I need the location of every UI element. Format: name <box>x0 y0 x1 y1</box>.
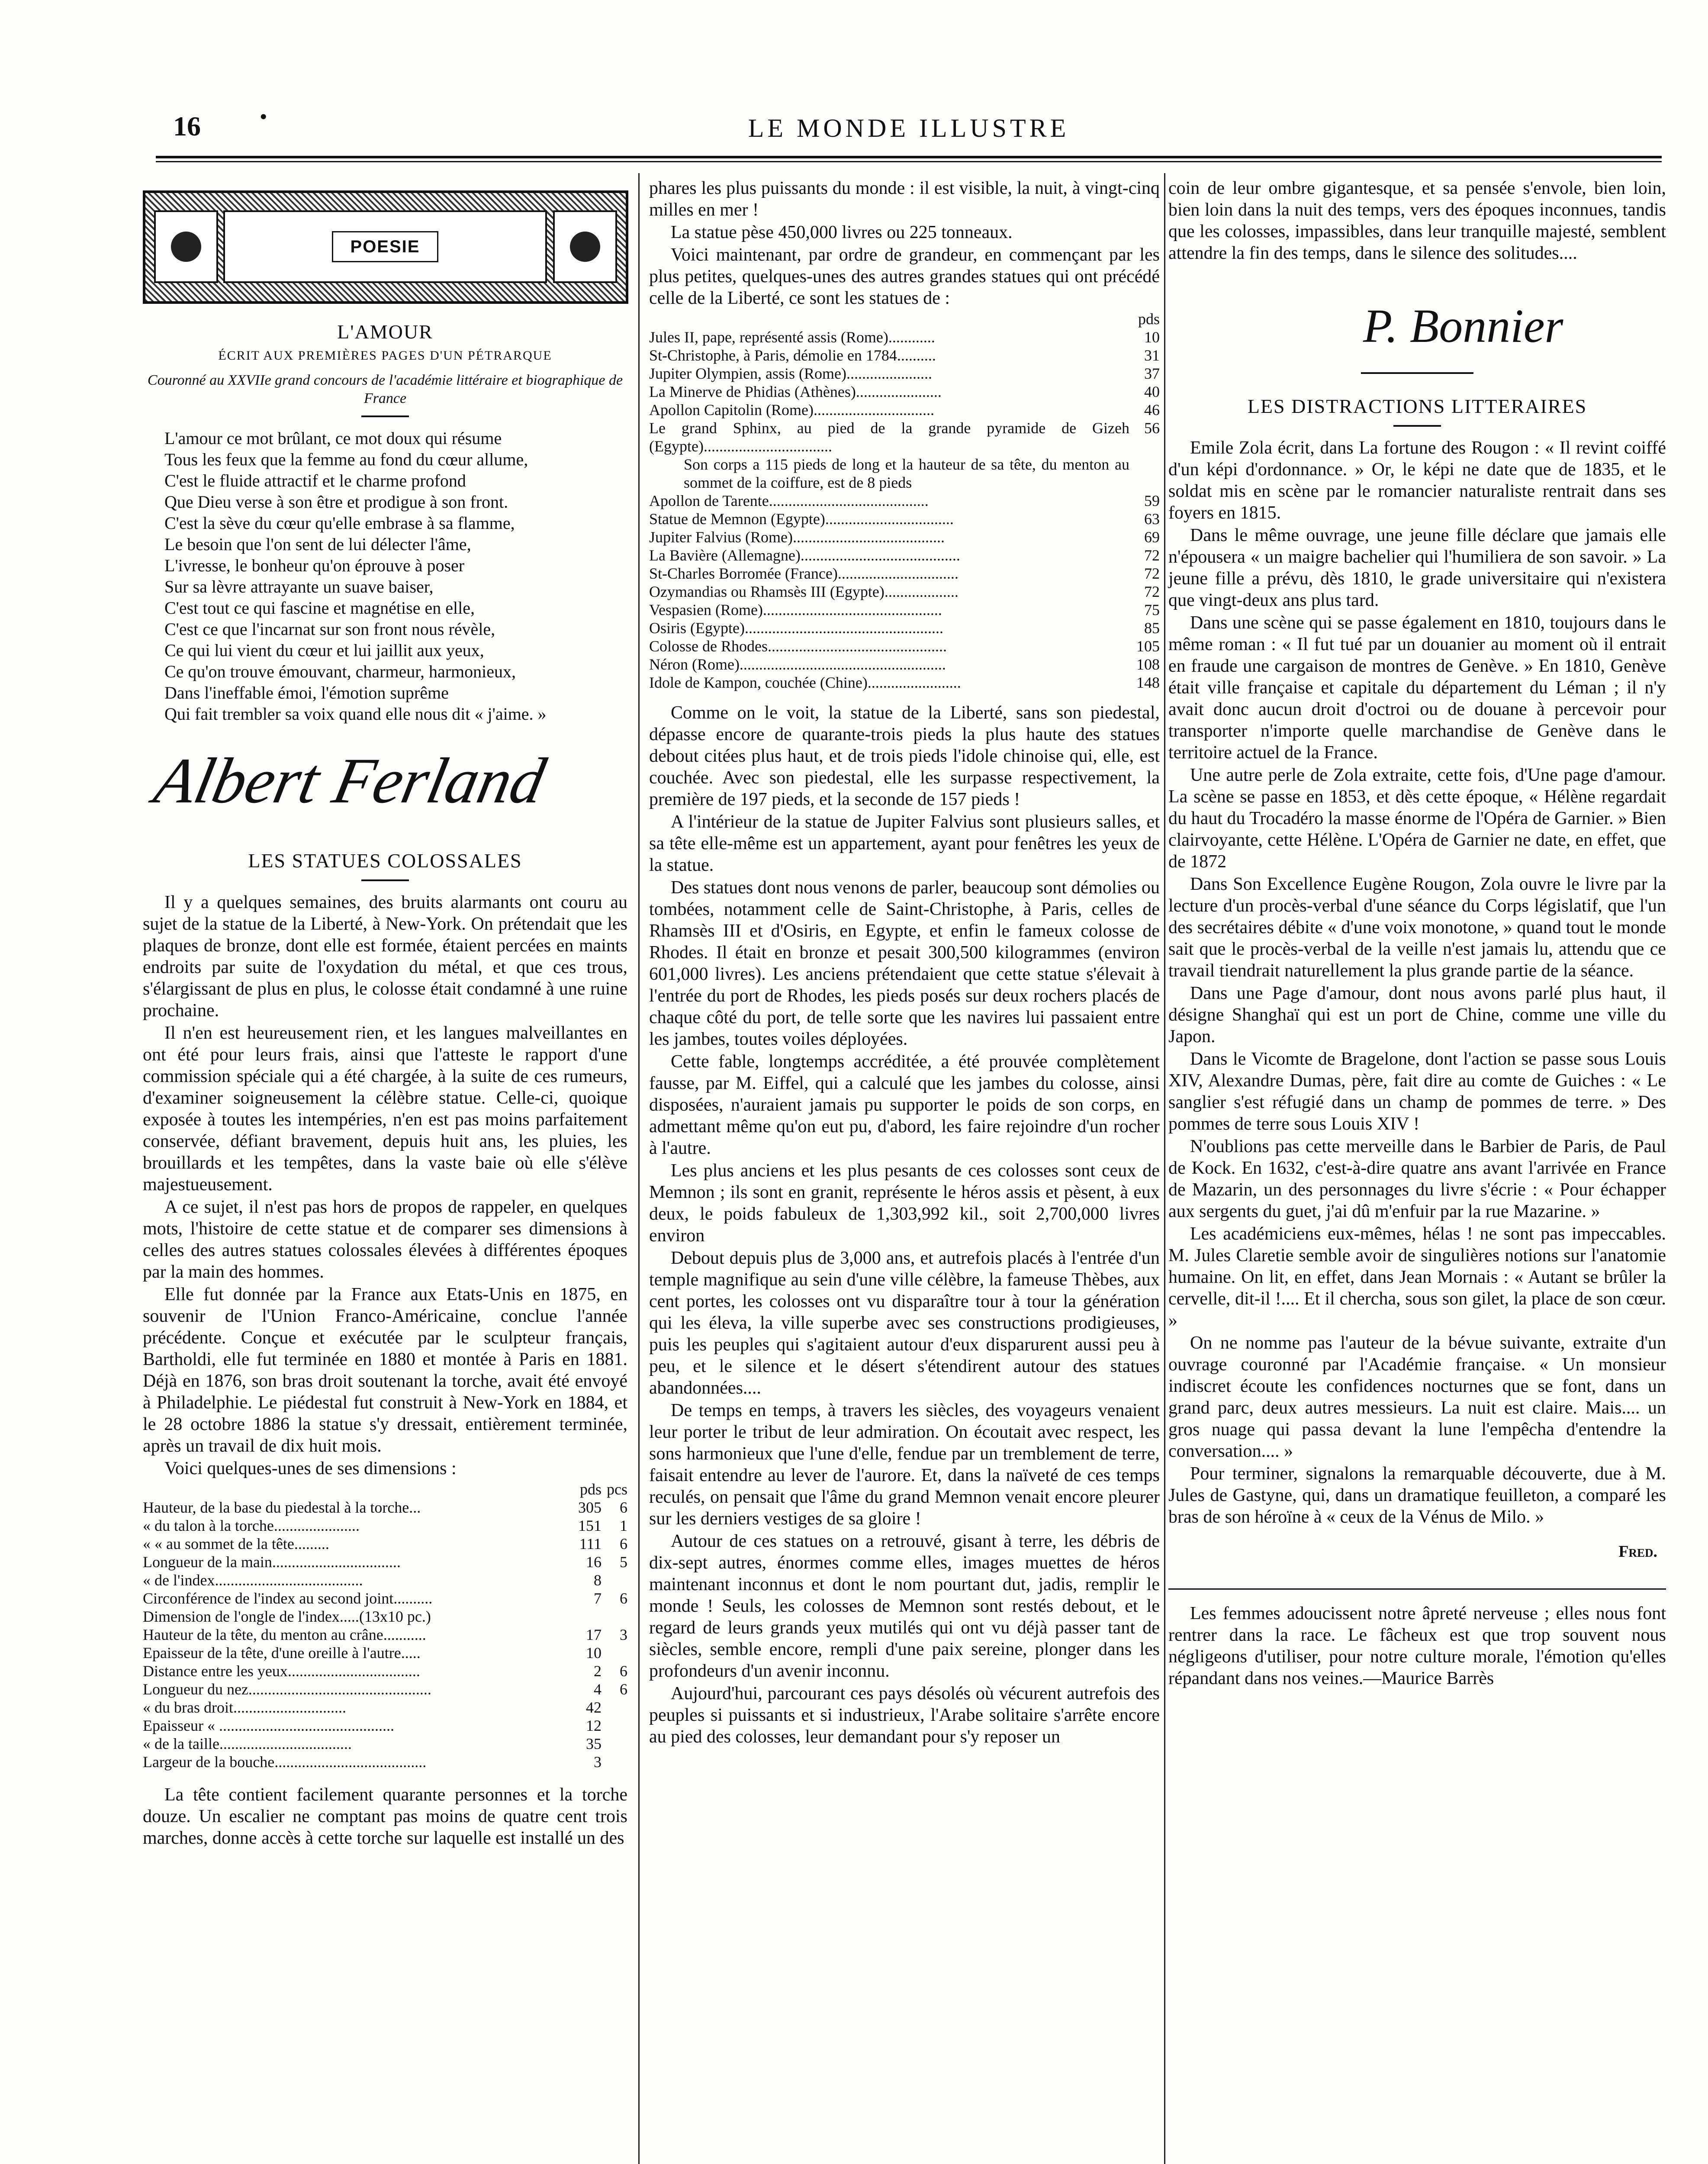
table-row <box>649 364 1160 383</box>
table-cell: 4 <box>594 1681 601 1698</box>
table-cell <box>601 1571 627 1589</box>
table-cell: Longueur du nez............................................... <box>143 1681 431 1698</box>
paragraph: La statue pèse 450,000 livres ou 225 tonneaux. <box>671 222 1013 242</box>
column-3 <box>1168 177 1666 1690</box>
table-row <box>649 528 1160 546</box>
table-header: pds <box>1138 310 1160 328</box>
table-row <box>143 1535 627 1553</box>
table-row <box>143 1680 627 1698</box>
paragraph: La tête contient facilement quarante personnes et la torche douze. Un escalier ne comptant pas moins de quatre cent trois marches, donne accès à cette torche sur laquelle est installé un des <box>143 1785 627 1848</box>
table-cell: 6 <box>620 1662 627 1680</box>
paragraph: coin de leur ombre gigantesque, et sa pensée s'envole, bien loin, bien loin dans la nuit des temps, vers des époques inconnues, tandis que les colosses, impassibles, dans leur tranquille majesté, semblent attendre la fin des temps, dans le silence des solitudes.... <box>1168 178 1666 263</box>
table-cell: 12 <box>586 1717 601 1734</box>
table-cell: Ozymandias ou Rhamsès III (Egypte)................... <box>649 583 959 600</box>
header-rule <box>156 156 1662 158</box>
table-cell: 105 <box>1136 638 1160 655</box>
barres-quote: Les femmes adoucissent notre âpreté nerveuse ; elles nous font rentrer dans la race. Le fâcheux est que trop souvent nous négligeons d'utiliser, pour notre culture morale, l'émotion qu'elles répandant dans nos veines.—Maurice Barrès <box>1168 1604 1666 1688</box>
dimensions-table <box>143 1480 627 1771</box>
paragraph: Une autre perle de Zola extraite, cette fois, d'Une page d'amour. La scène se passe en 1853, et dès cette époque, « Hélène regardait du haut du Trocadéro la masse énorme de l'Opéra de Garnier. » Bien clairvoyante, cette Hélène. L'Opéra de Garnier ne date, en effet, que de 1872 <box>1168 765 1666 872</box>
table-cell: Dimension de l'ongle de l'index.....(13x10 pc.) <box>143 1608 431 1625</box>
poem-line: Sur sa lèvre attrayante un suave baiser, <box>164 577 434 596</box>
table-cell: Hauteur, de la base du piedestal à la torche... <box>143 1499 421 1516</box>
table-cell: 305 <box>578 1499 601 1516</box>
column-1 <box>143 177 627 1850</box>
poem-line: Ce qui lui vient du cœur et lui jaillit aux yeux, <box>164 641 484 660</box>
table-cell: 72 <box>1144 547 1160 564</box>
table-row <box>649 419 1160 455</box>
paragraph: Elle fut donnée par la France aux Etats-Unis en 1875, en souvenir de l'Union Franco-Américaine, conclue l'année précédente. Conçue et exécutée par le sculpteur français, Bartholdi, elle fut terminée en 1880 et montée à Paris en 1881. Déjà en 1876, son bras droit soutenant la torche, avait été envoyé à Philadelphie. Le piédestal fut construit à New-York en 1884, et le 28 octobre 1886 la statue s'y dressait, entièrement terminée, après un travail de dix huit mois. <box>143 1285 627 1456</box>
table-cell: 6 <box>620 1535 627 1552</box>
table-row <box>143 1517 627 1535</box>
table-cell: Distance entre les yeux.................................. <box>143 1662 420 1680</box>
paragraph: Cette fable, longtemps accréditée, a été prouvée complètement fausse, par M. Eiffel, qui a calculé que les jambes du colosse, ainsi disposées, n'auraient jamais pu supporter le poids de son corps, en admettant même qu'on eut pu, d'abord, les faire rejoindre d'un rocher à l'autre. <box>649 1052 1160 1158</box>
poem-line: C'est le fluide attractif et le charme profond <box>164 471 466 490</box>
table-cell: Hauteur de la tête, du menton au crâne........... <box>143 1626 426 1643</box>
table-row <box>649 492 1160 510</box>
signature-ferland <box>143 742 627 824</box>
table-cell <box>576 1607 601 1626</box>
table-row <box>649 655 1160 673</box>
table-cell <box>601 1698 627 1716</box>
table-row <box>143 1571 627 1589</box>
table-row <box>649 546 1160 564</box>
table-cell: 148 <box>1136 674 1160 691</box>
table-cell: 6 <box>620 1499 627 1516</box>
poem-line: Dans l'ineffable émoi, l'émotion suprême <box>164 683 449 702</box>
poem-line: Que Dieu verse à son être et prodigue à son front. <box>164 492 508 512</box>
table-row <box>649 401 1160 419</box>
running-header: LE MONDE ILLUSTRE <box>748 114 1070 142</box>
table-row <box>649 601 1160 619</box>
table-cell: Idole de Kampon, couchée (Chine)........................ <box>649 674 961 691</box>
poem-line: C'est ce que l'incarnat sur son front nous révèle, <box>164 619 495 639</box>
table-row <box>649 637 1160 655</box>
paragraph: Dans Son Excellence Eugène Rougon, Zola ouvre le livre par la lecture d'un procès-verbal d'une séance du Corps législatif, que l'un des secrétaires débite « d'une voix monotone, » quand tout le monde sait que le procès-verbal de la veille n'est jamais lu, attendu que ce travail tiendrait naturellement la plus grande partie de la séance. <box>1168 874 1666 981</box>
table-cell: 6 <box>620 1681 627 1698</box>
statues-table <box>649 310 1160 692</box>
table-row <box>649 346 1160 364</box>
table-cell: La Minerve de Phidias (Athènes)...................... <box>649 383 942 400</box>
section-title-distractions: LES DISTRACTIONS LITTERAIRES <box>1247 395 1587 417</box>
table-cell <box>601 1716 627 1735</box>
table-cell: « « au sommet de la tête......... <box>143 1535 329 1552</box>
paragraph: Il n'en est heureusement rien, et les langues malveillantes en ont été pour leurs frais, ainsi que l'atteste le rapport d'une commission spéciale qui a été chargée, à la suite de ces rumeurs, d'examiner soigneusement la célèbre statue. Celle-ci, quoique exposée à toutes les intempéries, n'en est pas moins parfaitement conservée, défiant bravement, depuis huit ans, les pluies, les brouillards et les tempêtes, dans la vaste baie où elle s'élève majestueusement. <box>143 1023 627 1195</box>
signature-text: P. Bonnier <box>1363 299 1563 352</box>
table-row <box>143 1626 627 1644</box>
column-rule <box>1164 173 1165 2164</box>
table-cell: « du talon à la torche...................... <box>143 1517 360 1534</box>
table-cell <box>601 1607 627 1626</box>
table-cell: 5 <box>620 1553 627 1571</box>
table-cell: 151 <box>578 1517 601 1534</box>
paragraph: Aujourd'hui, parcourant ces pays désolés où vécurent autrefois des peuples si puissants et si industrieux, l'Arabe solitaire s'arrête encore au pied des colosses, leur demandant pour s'y reposer un <box>649 1684 1160 1747</box>
newspaper-page: 16 • LE MONDE ILLUSTRE POESIE L'AMOUR ÉCRIT AUX PREMIÈRES PAGES D'UN PÉTRARQUE Couronné au XXVIIe grand concours de l'académie littéraire et biographique de France L'amour ce mot brûlant, ce mot doux qui résume Tous les feux que la femme au fond du cœur allume, C'est le fluide attractif et le charme profond Que Dieu verse à son être et prodigue à son front. C'est la sève du cœur qu'elle embrase à sa flamme, Le besoin que l'on sent de lui délecter l'âme, L'ivresse, le bonheur qu'on éprouve à poser Sur sa lèvre attrayante un suave baiser, C'est tout ce qui fascine et magnétise en elle, C'est ce que l'incarnat sur son front nous révèle, Ce qui lui vient du cœur et lui jaillit aux yeux, Ce qu'on trouve émouvant, charmeur, harmonieux, Dans l'ineffable émoi, l'émotion suprême Qui fait trembler sa voix quand elle nous dit « j'aime. » Albert Ferland LES STATUES COLOSSALES Il y a quelques semaines, des bruits alarmants ont couru au sujet de la statue de la Liberté, à New-York. On prétendait que les plaques de bronze, dont elle est formée, étaient percées en maints endroits par suite de l'oxydation du métal, et que ces trous, s'élargissant de plus en plus, le colosse était condamné à une ruine prochaine. Il n'en est heureusement rien, et les langues malveillantes en ont été pour leurs frais, ainsi que l'atteste le rapport d'une commission spéciale qui a été chargée, à la suite de ces rumeurs, d'examiner soigneusement la célèbre statue. Celle-ci, quoique exposée à toutes les intempéries, n'en est pas moins parfaitement conservée, défiant bravement, depuis huit ans, les pluies, les brouillards et les tempêtes, dans la vaste baie où elle s'élève majestueusement. A ce sujet, il n'est pas hors de propos de rappeler, en quelques mots, l'histoire de cette statue et de comparer ses dimensions à celles des autres statues colossales élevées à différentes époques par la main des hommes. Elle fut donnée par la France aux Etats-Unis en 1875, en souvenir de l'Union Franco-Américaine, conclue l'année précédente. Conçue et exécutée par le sculpteur français, Bartholdi, elle fut terminée en 1880 et montée à Paris en 1881. Déjà en 1876, son bras droit soutenant la torche, avait été envoyé à Philadelphie. Le piédestal fut construit à New-York en 1884, et le 28 octobre 1886 la statue s'y dressait, entièrement terminée, après un travail de dix huit mois. Voici quelques-unes de ses dimensions : pds pcs Hauteur, de la base du piedestal à la torche... 305 6 « du talon à la torche...................... 151 1 « « au sommet de la tête......... 111 6 Longueur de la main................................. 16 5 « de l'index...................................... 8 Circonférence de l'index au second joint.......... 7 6 Dimension de l'ongle de l'index.....(13x10 pc.) Hauteur de la tête, du menton au crâne........... 17 3 Epaisseur de la tête, d'une oreille à l'autre..... 10 Distance entre les yeux.................................. 2 6 Longueur du nez............................................... 4 6 « du bras droit............................. 42 Epaisseur « ............................................. 12 « de la taille.................................. 35 Largeur de la bouche....................................... 3 La tête contient facilement quarante personnes et la torche douze. Un escalier ne comptant pas moins de quatre cent trois marches, donne accès à cette torche sur laquelle est installé un des phares les plus puissants du monde : il est visible, la nuit, à vingt-cinq milles en mer ! La statue pèse 450,000 livres ou 225 tonneaux. Voici maintenant, par ordre de grandeur, en commençant par les plus petites, quelques-unes des autres grandes statues qui ont précédé celle de la Liberté, ce sont les statues de : pds Jules II, pape, représenté assis (Rome)............ 10 St-Christophe, à Paris, démolie en 1784.......... 31 Jupiter Olympien, assis (Rome)...................... 37 La Minerve de Phidias (Athènes)...................... 40 Apollon Capitolin (Rome)............................... 46 Le grand Sphinx, au pied de la grande pyramide de Gizeh (Egypte)................................. 56 Son corps a 115 pieds de long et la hauteur de sa tête, du menton au sommet de la coiffure, est de 8 pieds Apollon de Tarente......................................... 59 Statue de Memnon (Egypte)................................. 63 Jupiter Falvius (Rome)....................................... 69 La Bavière (Allemagne)......................................... 72 St-Charles Borromée (France)............................... 72 Ozymandias ou Rhamsès III (Egypte)................... 72 Vespasien (Rome).............................................. 75 Osiris (Egypte)................................................... 85 Colosse de Rhodes.............................................. 105 Néron (Rome)..................................................... 108 Idole de Kampon, couchée (Chine)........................ 148 Comme on le voit, la statue de la Liberté, sans son piedestal, dépasse encore de quarante-trois pieds la plus haute des statues debout citées plus haut, et de trois pieds l'idole chinoise qui, elle, est couchée. Avec son piedestal, elle les surpasse respectivement, la première de 197 pieds, et la seconde de 157 pieds ! A l'intérieur de la statue de Jupiter Falvius sont plusieurs salles, et sa tête elle-même est un appartement, ayant pour fenêtres les yeux de la statue. Des statues dont nous venons de parler, beaucoup sont démolies ou tombées, notamment celle de Saint-Christophe, à Paris, celles de Rhamsès III et d'Osiris, en Egypte, et enfin le fameux colosse de Rhodes. Il était en bronze et pesait 300,500 kilogrammes (environ 601,000 livres). Les anciens prétendaient que cette statue s'élevait à l'entrée du port de Rhodes, les pieds posés sur deux rochers placés de chaque côté du port, de telle sorte que les navires lui passaient entre les jambes, toutes voiles déployées. Cette fable, longtemps accréditée, a été prouvée complètement fausse, par M. Eiffel, qui a calculé que les jambes du colosse, ainsi disposées, n'auraient jamais pu supporter le poids de son corps, en admettant même qu'on eut pu, d'abord, les faire rejoindre d'un rocher à l'autre. Les plus anciens et les plus pesants de ces colosses sont ceux de Memnon ; ils sont en granit, représente le héros assis et pèsent, à eux deux, le poids fabuleux de 1,303,992 kil., soit 2,700,000 livres environ Debout depuis plus de 3,000 ans, et autrefois placés à l'entrée d'un temple magnifique au sein d'une ville célèbre, la fameuse Thèbes, aux cent portes, les colosses ont vu disparaître tour à tour la génération qui les éleva, la ville superbe avec ses constructions prodigieuses, puis les peuples qui s'agitaient autour d'eux disparurent aussi peu à peu, et le silence et le désert s'étendirent autour des statues abandonnées.... De temps en temps, à travers les siècles, des voyageurs venaient leur porter le tribut de leur admiration. On écoutait avec respect, les sons harmonieux que l'une d'elle, fendue par un tremblement de terre, faisait entendre au lever de l'aurore. Et, dans la naïveté de ces temps reculés, on pensait que l'âme du grand Memnon venait encore pleurer sur les derniers vestiges de sa gloire ! Autour de ces statues on a retrouvé, gisant à terre, les débris de dix-sept autres, énormes comme elles, images muettes de héros maintenant inconnus et dont le nom pourtant dut, jadis, remplir le monde ! Seuls, les colosses de Memnon sont restés debout, et le regard de leurs grands yeux mutilés qui ont vu déjà passer tant de siècles, semble encore, rempli d'une paix sereine, plonger dans les profondeurs d'un avenir inconnu. Aujourd'hui, parcourant ces pays désolés où vécurent autrefois des peuples si puissants et si industrieux, l'Arabe solitaire s'arrête encore au pied des colosses, leur demandant pour s'y reposer un coin de leur ombre gigantesque, et sa pensée s'envole, bien loin, bien loin dans la nuit des temps, vers des époques inconnues, tandis que les colosses, impassibles, dans leur tranquille majesté, semblent attendre la fin des temps, dans le silence des solitudes.... P. Bonnier LES DISTRACTIONS LITTERAIRES Emile Zola écrit, dans La fortune des Rougon : « Il revint coiffé d'un képi d'ordonnance. » Or, le képi ne date que de 1835, et le soldat mis en scène par le romancier naturaliste rentrait dans ses foyers en 1815. Dans le même ouvrage, une jeune fille déclare que jamais elle n'épousera « un maigre bachelier qui l'humiliera de son savoir. » La jeune fille a prévu, dès 1810, le grade universitaire qui n'existera que vingt-deux ans plus tard. Dans une scène qui se passe également en 1810, toujours dans le même roman : « Il fut tué par un douanier au moment où il entrait en fraude une cargaison de montres de Genève. » En 1810, Genève était ville française et capitale du département du Léman ; il n'y avait donc aucun droit d'octroi ou de douane à percevoir pour transporter n'importe quelle marchandise de Genève dans le territoire actuel de la France. Une autre perle de Zola extraite, cette fois, d'Une page d'amour. La scène se passe en 1853, et dès cette époque, « Hélène regardait du haut du Trocadéro la masse énorme de l'Opéra de Garnier. » Bien clairvoyante, cette Hélène. L'Opéra de Garnier ne date, en effet, que de 1872 Dans Son Excellence Eugène Rougon, Zola ouvre le livre par la lecture d'un procès-verbal d'une séance du Corps législatif, que l'un des secrétaires débite « d'une voix monotone, » quand tout le monde sait que le procès-verbal de la veille n'est jamais lu, attendu que ce travail tiendrait naturellement la plus grande partie de la séance. Dans une Page d'amour, dont nous avons parlé plus haut, il désigne Shanghaï qui est un port de Chine, comme une ville du Japon. Dans le Vicomte de Bragelone, dont l'action se passe sous Louis XIV, Alexandre Dumas, père, fait dire au comte de Guiches : « Le sanglier s'est réfugié dans un champ de pommes de terre. » Des pommes de terre sous Louis XIV ! N'oublions pas cette merveille dans le Barbier de Paris, de Paul de Kock. En 1632, c'est-à-dire quatre ans avant l'arrivée en France de Mazarin, un des personnages du livre s'écrie : « Pour échapper aux sergents du guet, j'ai dû m'enfuir par la rue Mazarine. » Les académiciens eux-mêmes, hélas ! ne sont pas impeccables. M. Jules Claretie semble avoir de singulières notions sur l'anatomie humaine. On lit, en effet, dans Jean Mornais : « Autant se brûler la cervelle, dit-il !.... Et il chercha, sous son gilet, la place de son cœur. » On ne nomme pas l'auteur de la bévue suivante, extraite d'un ouvrage couronné par l'Académie française. « Un monsieur indiscret écoute les confidences nocturnes que se font, dans un grand parc, deux autres messieurs. La nuit est claire. Mais.... un gros nuage qui passa devant la lune l'empêcha d'entendre la conversation.... » Pour terminer, signalons la remarquable découverte, due à M. Jules de Gastyne, qui, dans un dramatique feuilleton, a comparé les bras de son héroïne à « ceux de la Vénus de Milo. » Fred. Les femmes adoucissent notre âpreté nerveuse ; elles nous font rentrer dans la race. Le fâcheux est que trop souvent nous négligeons d'utiliser, pour notre culture morale, l'émotion qu'elles répandant dans nos veines.—Maurice Barrès <box>0 0 1708 2164</box>
poem-line: L'ivresse, le bonheur qu'on éprouve à poser <box>164 556 465 575</box>
poem-line: Tous les feux que la femme au fond du cœur allume, <box>164 450 528 469</box>
table-cell: 72 <box>1144 583 1160 600</box>
paragraph: phares les plus puissants du monde : il est visible, la nuit, à vingt-cinq milles en mer ! <box>649 178 1160 220</box>
table-cell: 75 <box>1144 601 1160 618</box>
table-cell: Le grand Sphinx, au pied de la grande pyramide de Gizeh (Egypte)................................. <box>649 419 1129 455</box>
table-cell: Apollon Capitolin (Rome)............................... <box>649 401 934 419</box>
table-cell: 3 <box>620 1626 627 1643</box>
column-rule <box>638 173 640 2164</box>
table-cell: 17 <box>586 1626 601 1643</box>
table-cell: St-Christophe, à Paris, démolie en 1784.......... <box>649 347 936 364</box>
paragraph: Autour de ces statues on a retrouvé, gisant à terre, les débris de dix-sept autres, énormes comme elles, images muettes de héros maintenant inconnus et dont le nom pourtant dut, jadis, remplir le monde ! Seuls, les colosses de Memnon sont restés debout, et le regard de leurs grands yeux mutilés qui ont vu déjà passer tant de siècles, semble encore, rempli d'une paix sereine, plonger dans les profondeurs d'un avenir inconnu. <box>649 1531 1160 1681</box>
table-row <box>143 1644 627 1662</box>
poem-line: Le besoin que l'on sent de lui délecter l'âme, <box>164 535 471 554</box>
table-cell: 69 <box>1144 528 1160 546</box>
page-number: 16 <box>173 111 201 142</box>
table-cell: Jules II, pape, représenté assis (Rome)............ <box>649 328 935 346</box>
table-cell: 16 <box>586 1553 601 1571</box>
paragraph: Dans une Page d'amour, dont nous avons parlé plus haut, il désigne Shanghaï qui est un port de Chine, comme une ville du Japon. <box>1168 983 1666 1047</box>
table-row <box>649 510 1160 528</box>
table-row <box>649 383 1160 401</box>
table-cell: 111 <box>579 1535 601 1552</box>
table-cell: 1 <box>620 1517 627 1534</box>
table-cell: Epaisseur « ............................................. <box>143 1717 394 1734</box>
table-cell: « de l'index...................................... <box>143 1571 363 1589</box>
table-cell: Jupiter Olympien, assis (Rome)...................... <box>649 365 932 382</box>
paragraph: Des statues dont nous venons de parler, beaucoup sont démolies ou tombées, notamment celle de Saint-Christophe, à Paris, celles de Rhamsès III et d'Osiris, en Egypte, et enfin le fameux colosse de Rhodes. Il était en bronze et pesait 300,500 kilogrammes (environ 601,000 livres). Les anciens prétendaient que cette statue s'élevait à l'entrée du port de Rhodes, les pieds posés sur deux rochers placés de chaque côté du port, de telle sorte que les navires lui passaient entre les jambes, toutes voiles déployées. <box>649 878 1160 1049</box>
table-cell: Colosse de Rhodes.............................................. <box>649 638 947 655</box>
table-cell: 35 <box>586 1735 601 1752</box>
table-cell: 59 <box>1144 492 1160 509</box>
paragraph: Les académiciens eux-mêmes, hélas ! ne sont pas impeccables. M. Jules Claretie semble avoir de singulières notions sur l'anatomie humaine. On lit, en effet, dans Jean Mornais : « Autant se brûler la cervelle, dit-il !.... Et il chercha, sous son gilet, la place de son cœur. » <box>1168 1224 1666 1330</box>
table-cell: « de la taille.................................. <box>143 1735 352 1752</box>
ornament-icon <box>154 210 218 283</box>
table-cell: Longueur de la main................................. <box>143 1553 401 1571</box>
table-cell: « du bras droit............................. <box>143 1699 346 1716</box>
table-cell: 108 <box>1136 656 1160 673</box>
table-cell: 72 <box>1144 565 1160 582</box>
paragraph: Pour terminer, signalons la remarquable découverte, due à M. Jules de Gastyne, qui, dans un dramatique feuilleton, a comparé les bras de son héroïne à « ceux de la Vénus de Milo. » <box>1168 1464 1666 1527</box>
table-cell: 10 <box>586 1644 601 1662</box>
table-header: pcs <box>607 1481 627 1498</box>
poem-subtitle: ÉCRIT AUX PREMIÈRES PAGES D'UN PÉTRARQUE <box>218 348 552 363</box>
table-row <box>143 1607 627 1626</box>
paragraph: Comme on le voit, la statue de la Liberté, sans son piedestal, dépasse encore de quarante-trois pieds la plus haute des statues debout citées plus haut, et de trois pieds l'idole chinoise qui, elle, est couchée. Avec son piedestal, elle les surpasse respectivement, la première de 197 pieds, et la seconde de 157 pieds ! <box>649 703 1160 809</box>
paragraph: De temps en temps, à travers les siècles, des voyageurs venaient leur porter le tribut de leur admiration. On écoutait avec respect, les sons harmonieux que l'une d'elle, fendue par un tremblement de terre, faisait entendre au lever de l'aurore. Et, dans la naïveté de ces temps reculés, on pensait que l'âme du grand Memnon venait encore pleurer sur les derniers vestiges de sa gloire ! <box>649 1401 1160 1529</box>
poem-award: Couronné au XXVIIe grand concours de l'académie littéraire et biographique de France <box>147 372 623 406</box>
poem-line: C'est tout ce qui fascine et magnétise en elle, <box>164 598 475 618</box>
table-cell: 56 <box>1144 419 1160 437</box>
paragraph: Dans le même ouvrage, une jeune fille déclare que jamais elle n'épousera « un maigre bachelier qui l'humiliera de son savoir. » La jeune fille a prévu, dès 1810, le grade universitaire qui n'existera que vingt-deux ans plus tard. <box>1168 525 1666 610</box>
table-cell: Vespasien (Rome).............................................. <box>649 601 942 618</box>
paragraph: Voici quelques-unes de ses dimensions : <box>164 1459 457 1478</box>
table-row <box>649 673 1160 692</box>
table-cell <box>601 1735 627 1753</box>
table-header: pds <box>579 1481 601 1498</box>
table-cell: 6 <box>620 1590 627 1607</box>
paragraph: Voici maintenant, par ordre de grandeur, en commençant par les plus petites, quelques-unes des autres grandes statues qui ont précédé celle de la Liberté, ce sont les statues de : <box>649 245 1160 308</box>
paragraph: Il y a quelques semaines, des bruits alarmants ont couru au sujet de la statue de la Liberté, à New-York. On prétendait que les plaques de bronze, dont elle est formée, étaient percées en maints endroits par suite de l'oxydation du métal, et que ces trous, s'élargissant de plus en plus, le colosse était condamné à une ruine prochaine. <box>143 892 627 1021</box>
table-cell <box>601 1753 627 1771</box>
paragraph: Emile Zola écrit, dans La fortune des Rougon : « Il revint coiffé d'un képi d'ordonnance. » Or, le képi ne date que de 1835, et le soldat mis en scène par le romancier naturaliste rentrait dans ses foyers en 1815. <box>1168 438 1666 523</box>
table-cell: St-Charles Borromée (France)............................... <box>649 565 959 582</box>
paragraph: Dans une scène qui se passe également en 1810, toujours dans le même roman : « Il fut tué par un douanier au moment où il entrait en fraude une cargaison de montres de Genève. » En 1810, Genève était ville française et capitale du département du Léman ; il n'y avait donc aucun droit d'octroi ou de douane à percevoir pour transporter n'importe quelle marchandise de Genève dans le territoire actuel de la France. <box>1168 613 1666 763</box>
poem-line: Qui fait trembler sa voix quand elle nous dit « j'aime. » <box>164 704 547 724</box>
table-cell: Statue de Memnon (Egypte)................................. <box>649 510 954 528</box>
ornament-icon <box>553 210 617 283</box>
table-cell: 2 <box>594 1662 601 1680</box>
table-cell: 8 <box>594 1571 601 1589</box>
table-row <box>143 1698 627 1716</box>
poesie-banner <box>143 190 628 304</box>
poem-title: L'AMOUR <box>337 321 433 343</box>
table-cell: Apollon de Tarente......................................... <box>649 492 929 509</box>
paragraph: Debout depuis plus de 3,000 ans, et autrefois placés à l'entrée d'un temple magnifique au sein d'une ville célèbre, la fameuse Thèbes, aux cent portes, les colosses ont vu disparaître tour à tour la génération qui les éleva, la ville superbe avec ses constructions prodigieuses, puis les peuples qui s'agitaient autour d'eux disparurent aussi peu à peu, et le silence et le désert s'étendirent autour des statues abandonnées.... <box>649 1248 1160 1398</box>
table-cell: La Bavière (Allemagne)......................................... <box>649 547 960 564</box>
table-cell: 63 <box>1144 510 1160 528</box>
table-row <box>143 1753 627 1771</box>
signature-text: Albert Ferland <box>148 744 552 817</box>
table-row <box>649 455 1160 492</box>
paragraph: N'oublions pas cette merveille dans le Barbier de Paris, de Paul de Kock. En 1632, c'est-à-dire quatre ans avant l'arrivée en France de Mazarin, un des personnages du livre s'écrie : « Pour échapper aux sergents du guet, j'ai dû m'enfuir par la rue Mazarine. » <box>1168 1137 1666 1221</box>
table-cell: 31 <box>1144 347 1160 364</box>
table-cell: 10 <box>1144 328 1160 346</box>
table-row <box>649 328 1160 346</box>
paragraph: Les plus anciens et les plus pesants de ces colosses sont ceux de Memnon ; ils sont en granit, représente le héros assis et pèsent, à eux deux, le poids fabuleux de 1,303,992 kil., soit 2,700,000 livres environ <box>649 1161 1160 1246</box>
author-fred: Fred. <box>1618 1542 1657 1561</box>
table-row <box>649 583 1160 601</box>
table-cell: Largeur de la bouche....................................... <box>143 1753 427 1771</box>
table-cell <box>601 1644 627 1662</box>
table-cell: 3 <box>594 1753 601 1771</box>
table-cell: Circonférence de l'index au second joint.......... <box>143 1590 433 1607</box>
table-row <box>143 1662 627 1680</box>
table-row <box>649 564 1160 583</box>
paragraph: A ce sujet, il n'est pas hors de propos de rappeler, en quelques mots, l'histoire de cette statue et de comparer ses dimensions à celles des autres statues colossales élevées à différentes époques par la main des hommes. <box>143 1197 627 1282</box>
paragraph: On ne nomme pas l'auteur de la bévue suivante, extraite d'un ouvrage couronné par l'Académie française. « Un monsieur indiscret écoute les confidences nocturnes que se font, dans un grand parc, deux autres messieurs. La nuit est claire. Mais.... un gros nuage qui passa devant la lune l'empêcha d'entendre la conversation.... » <box>1168 1333 1666 1461</box>
table-cell: 46 <box>1144 401 1160 419</box>
poem-body <box>164 428 627 725</box>
poem-line: C'est la sève du cœur qu'elle embrase à sa flamme, <box>164 513 515 533</box>
table-cell: Néron (Rome)..................................................... <box>649 656 946 673</box>
paragraph: Dans le Vicomte de Bragelone, dont l'action se passe sous Louis XIV, Alexandre Dumas, père, fait dire au comte de Guiches : « Le sanglier s'est réfugié dans un champ de pommes de terre. » Des pommes de terre sous Louis XIV ! <box>1168 1049 1666 1134</box>
signature-bonnier <box>1168 290 1666 364</box>
table-cell: Son corps a 115 pieds de long et la hauteur de sa tête, du menton au sommet de la coiffure, est de 8 pieds <box>684 456 1129 491</box>
poem-line: L'amour ce mot brûlant, ce mot doux qui résume <box>164 428 502 448</box>
poem-line: Ce qu'on trouve émouvant, charmeur, harmonieux, <box>164 662 516 681</box>
table-cell: 40 <box>1144 383 1160 400</box>
table-row <box>143 1498 627 1517</box>
table-row <box>143 1553 627 1571</box>
table-row <box>143 1716 627 1735</box>
table-row <box>649 619 1160 637</box>
table-cell: 42 <box>586 1699 601 1716</box>
table-cell: Epaisseur de la tête, d'une oreille à l'autre..... <box>143 1644 421 1662</box>
table-cell: 85 <box>1144 619 1160 637</box>
table-cell: Jupiter Falvius (Rome)....................................... <box>649 528 945 546</box>
table-cell: 7 <box>594 1590 601 1607</box>
column-2 <box>649 177 1160 1749</box>
table-row <box>143 1589 627 1607</box>
paragraph: A l'intérieur de la statue de Jupiter Falvius sont plusieurs salles, et sa tête elle-même est un appartement, ayant pour fenêtres les yeux de la statue. <box>649 812 1160 875</box>
table-row <box>143 1735 627 1753</box>
banner-label: POESIE <box>332 231 439 262</box>
section-title-statues: LES STATUES COLOSSALES <box>248 850 522 872</box>
table-cell: 37 <box>1144 365 1160 382</box>
table-cell <box>1129 455 1160 492</box>
table-cell: Osiris (Egypte)................................................... <box>649 619 943 637</box>
